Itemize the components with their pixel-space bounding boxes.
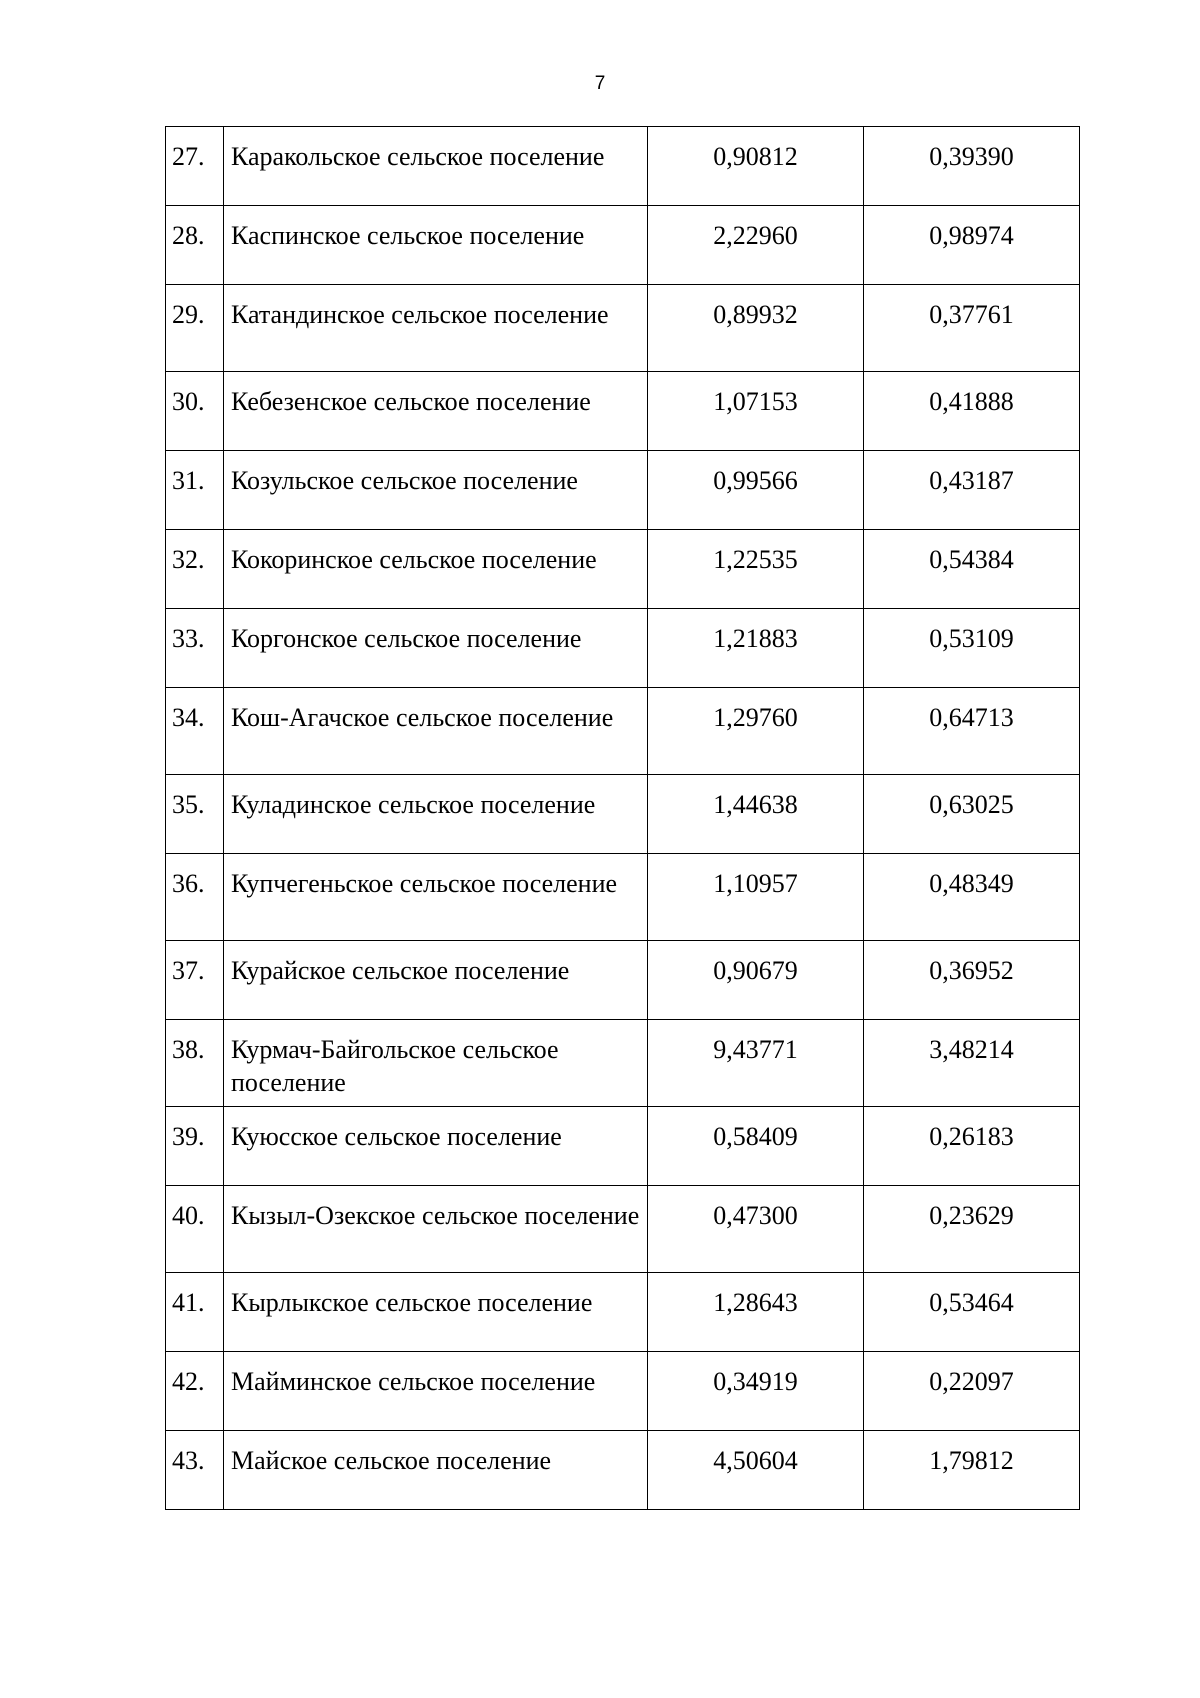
row-number: 30. <box>166 372 224 451</box>
table-row <box>166 530 1080 609</box>
settlement-name: Кош-Агачское сельское поселение <box>224 688 648 775</box>
row-number: 37. <box>166 941 224 1020</box>
value-1: 2,22960 <box>648 206 864 285</box>
settlement-name: Катандинское сельское поселение <box>224 285 648 372</box>
settlement-name: Майское сельское поселение <box>224 1431 648 1510</box>
table-row <box>166 941 1080 1020</box>
table-row <box>166 1020 1080 1107</box>
value-1: 9,43771 <box>648 1020 864 1107</box>
settlement-name: Коргонское сельское поселение <box>224 609 648 688</box>
row-number: 27. <box>166 127 224 206</box>
value-2: 0,53109 <box>864 609 1080 688</box>
value-2: 0,26183 <box>864 1107 1080 1186</box>
row-number: 34. <box>166 688 224 775</box>
table-row <box>166 1186 1080 1273</box>
row-number: 31. <box>166 451 224 530</box>
row-number: 40. <box>166 1186 224 1273</box>
table-row <box>166 775 1080 854</box>
settlement-name: Каспинское сельское поселение <box>224 206 648 285</box>
row-number: 36. <box>166 854 224 941</box>
row-number: 29. <box>166 285 224 372</box>
table-body <box>166 127 1080 1510</box>
value-2: 0,43187 <box>864 451 1080 530</box>
settlement-name: Кокоринское сельское поселение <box>224 530 648 609</box>
row-number: 43. <box>166 1431 224 1510</box>
row-number: 35. <box>166 775 224 854</box>
value-2: 0,37761 <box>864 285 1080 372</box>
value-1: 0,90812 <box>648 127 864 206</box>
value-1: 1,29760 <box>648 688 864 775</box>
value-2: 0,48349 <box>864 854 1080 941</box>
value-2: 0,64713 <box>864 688 1080 775</box>
value-2: 0,63025 <box>864 775 1080 854</box>
settlement-name: Кебезенское сельское поселение <box>224 372 648 451</box>
table-row <box>166 1431 1080 1510</box>
value-2: 0,23629 <box>864 1186 1080 1273</box>
settlement-name: Майминское сельское поселение <box>224 1352 648 1431</box>
value-1: 0,99566 <box>648 451 864 530</box>
table-row <box>166 206 1080 285</box>
table-row <box>166 609 1080 688</box>
value-1: 0,47300 <box>648 1186 864 1273</box>
row-number: 41. <box>166 1273 224 1352</box>
value-1: 0,34919 <box>648 1352 864 1431</box>
value-2: 0,36952 <box>864 941 1080 1020</box>
value-2: 0,54384 <box>864 530 1080 609</box>
table-row <box>166 1273 1080 1352</box>
row-number: 33. <box>166 609 224 688</box>
row-number: 42. <box>166 1352 224 1431</box>
settlement-name: Курмач-Байгольское сельское поселение <box>224 1020 648 1107</box>
table-row <box>166 688 1080 775</box>
value-2: 0,22097 <box>864 1352 1080 1431</box>
settlement-name: Кызыл-Озекское сельское поселение <box>224 1186 648 1273</box>
settlement-name: Куюсское сельское поселение <box>224 1107 648 1186</box>
value-2: 0,39390 <box>864 127 1080 206</box>
table-row <box>166 451 1080 530</box>
value-1: 1,22535 <box>648 530 864 609</box>
table-row <box>166 1107 1080 1186</box>
settlement-name: Купчегеньское сельское поселение <box>224 854 648 941</box>
value-1: 0,89932 <box>648 285 864 372</box>
row-number: 39. <box>166 1107 224 1186</box>
table-row <box>166 854 1080 941</box>
row-number: 38. <box>166 1020 224 1107</box>
table-row <box>166 372 1080 451</box>
value-1: 1,28643 <box>648 1273 864 1352</box>
value-2: 3,48214 <box>864 1020 1080 1107</box>
value-1: 1,21883 <box>648 609 864 688</box>
settlement-name: Козульское сельское поселение <box>224 451 648 530</box>
value-1: 1,10957 <box>648 854 864 941</box>
value-1: 0,58409 <box>648 1107 864 1186</box>
settlements-table <box>165 126 1080 1510</box>
value-1: 1,44638 <box>648 775 864 854</box>
settlement-name: Кырлыкское сельское поселение <box>224 1273 648 1352</box>
table-row <box>166 127 1080 206</box>
value-2: 1,79812 <box>864 1431 1080 1510</box>
value-2: 0,98974 <box>864 206 1080 285</box>
table-row <box>166 285 1080 372</box>
value-2: 0,41888 <box>864 372 1080 451</box>
row-number: 28. <box>166 206 224 285</box>
settlement-name: Каракольское сельское поселение <box>224 127 648 206</box>
table-row <box>166 1352 1080 1431</box>
settlement-name: Курайское сельское поселение <box>224 941 648 1020</box>
value-2: 0,53464 <box>864 1273 1080 1352</box>
row-number: 32. <box>166 530 224 609</box>
value-1: 4,50604 <box>648 1431 864 1510</box>
value-1: 1,07153 <box>648 372 864 451</box>
page-number: 7 <box>594 73 606 94</box>
value-1: 0,90679 <box>648 941 864 1020</box>
settlement-name: Куладинское сельское поселение <box>224 775 648 854</box>
